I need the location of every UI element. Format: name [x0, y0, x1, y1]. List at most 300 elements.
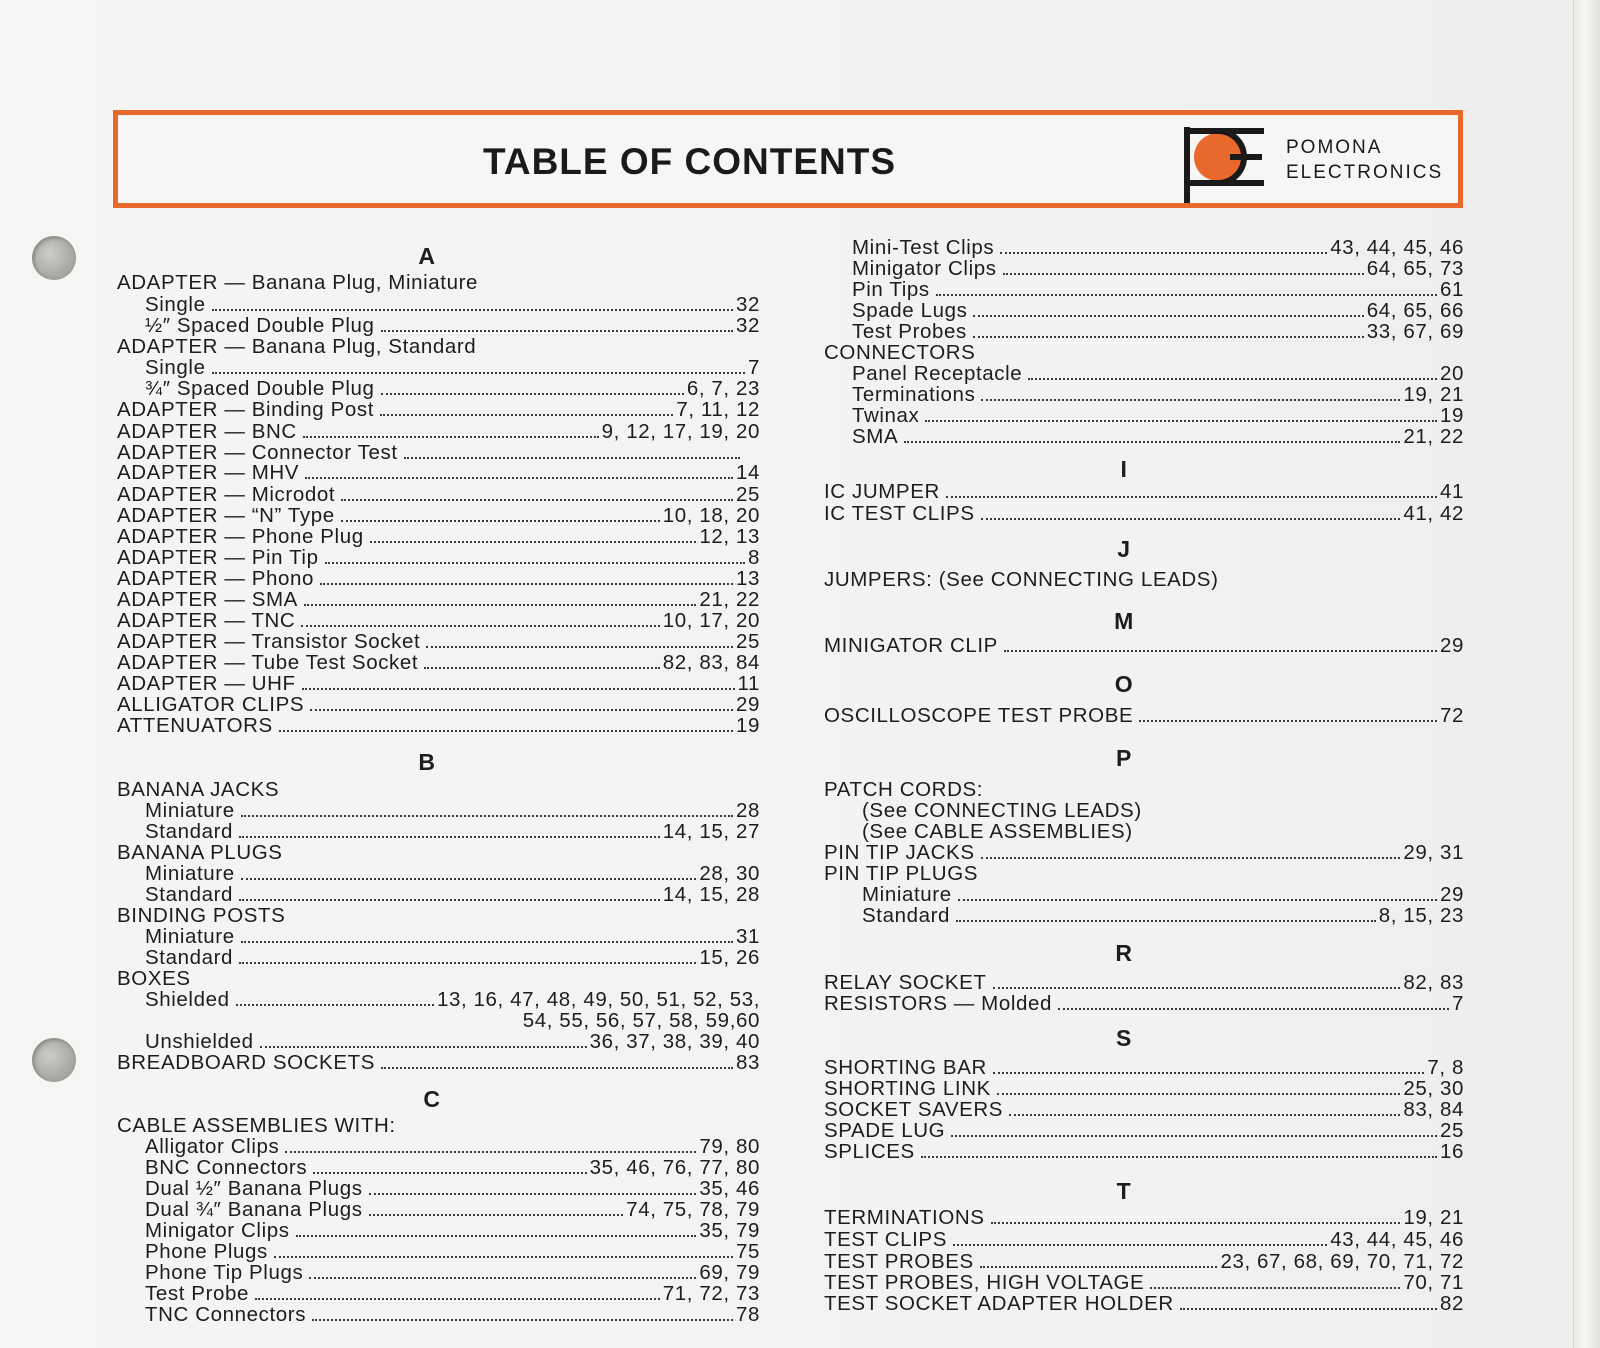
right-toc-entry [824, 481, 1464, 503]
dot-leader [239, 899, 660, 901]
left-toc-entry [117, 589, 760, 611]
entry-page-numbers: 11 [737, 672, 760, 695]
dot-leader [302, 688, 735, 690]
dot-leader [973, 336, 1364, 338]
right-toc-entry [824, 705, 1464, 727]
right-section-letter: T [1116, 1178, 1132, 1204]
dot-leader [381, 330, 733, 332]
binder-hole-top [32, 236, 76, 280]
entry-page-numbers: 20 [1439, 362, 1464, 385]
entry-page-numbers: 61 [1439, 278, 1464, 301]
entry-page-numbers: 29 [735, 693, 760, 716]
right-toc-entry [824, 635, 1464, 657]
left-toc-entry [117, 989, 760, 1011]
entry-label: Alligator Clips [145, 1135, 280, 1158]
left-toc-entry [117, 1220, 760, 1242]
left-toc-entry [117, 357, 760, 379]
dot-leader [325, 562, 745, 564]
entry-label: BNC Connectors [145, 1156, 308, 1179]
dot-leader [239, 836, 660, 838]
right-toc-entry [824, 426, 1464, 448]
right-toc-entry [824, 279, 1464, 301]
right-toc-entry [824, 1229, 1464, 1251]
dot-leader [404, 457, 740, 459]
entry-label: ADAPTER — BNC [117, 420, 297, 443]
entry-label: ½″ Spaced Double Plug [145, 314, 375, 337]
right-toc-entry [824, 1057, 1464, 1079]
entry-page-numbers: 74, 75, 78, 79 [626, 1198, 760, 1221]
entry-label: Miniature [145, 799, 235, 822]
right-section-letter: I [1120, 456, 1128, 482]
entry-label: ADAPTER — Microdot [117, 483, 336, 506]
entry-page-numbers: 7 [747, 356, 760, 379]
entry-page-numbers: 6, 7, 23 [686, 377, 760, 400]
right-toc-entry [824, 993, 1464, 1015]
entry-label: Standard [145, 946, 234, 969]
entry-label: ADAPTER — MHV [117, 461, 300, 484]
entry-label: Test Probe [145, 1282, 249, 1305]
left-toc-entry [117, 842, 760, 864]
dot-leader [381, 1067, 733, 1069]
dot-leader [1028, 378, 1437, 380]
dot-leader [956, 920, 1376, 922]
left-toc-entry [117, 1157, 760, 1179]
dot-leader [1004, 650, 1437, 652]
entry-page-numbers: 28 [735, 799, 760, 822]
dot-leader [953, 1244, 1327, 1246]
pomona-pe-logo-icon [1184, 121, 1268, 203]
entry-label: ADAPTER — Transistor Socket [117, 630, 421, 653]
left-toc-entry [117, 631, 760, 653]
right-toc-entry [824, 905, 1464, 927]
right-toc-entry [824, 1251, 1464, 1273]
dot-leader [1003, 273, 1364, 275]
entry-page-numbers: 14 [735, 461, 760, 484]
entry-label: TERMINATIONS [824, 1206, 985, 1229]
dot-leader [285, 1151, 696, 1153]
entry-label: ATTENUATORS [117, 714, 273, 737]
right-toc-entry [824, 321, 1464, 343]
entry-label: BANANA PLUGS [117, 841, 283, 864]
dot-leader [904, 441, 1400, 443]
entry-label: ADAPTER — Banana Plug, Miniature [117, 271, 479, 294]
entry-page-numbers: 19 [1439, 404, 1464, 427]
entry-page-numbers: 41 [1439, 480, 1464, 503]
entry-page-numbers: 10, 17, 20 [662, 609, 760, 632]
dot-leader [320, 583, 733, 585]
dot-leader [241, 815, 733, 817]
left-toc-entry [117, 568, 760, 590]
left-toc-entry [117, 947, 760, 969]
dot-leader [260, 1046, 587, 1048]
entry-page-numbers: 36, 37, 38, 39, 40 [589, 1030, 760, 1053]
entry-label: Mini-Test Clips [852, 236, 995, 259]
entry-page-numbers: 8, 15, 23 [1378, 904, 1464, 927]
entry-label: BOXES [117, 967, 191, 990]
entry-page-numbers: 13, 16, 47, 48, 49, 50, 51, 52, 53, [436, 988, 760, 1011]
right-toc-entry [824, 863, 1464, 885]
entry-label: TEST CLIPS [824, 1228, 947, 1251]
binder-hole-bottom [32, 1038, 76, 1082]
entry-label: Dual ¾″ Banana Plugs [145, 1198, 363, 1221]
entry-label: SHORTING BAR [824, 1056, 987, 1079]
dot-leader [1150, 1287, 1400, 1289]
entry-page-numbers: 35, 46, 76, 77, 80 [589, 1156, 760, 1179]
left-toc-entry [117, 905, 760, 927]
entry-page-numbers: 19, 21 [1403, 1206, 1464, 1229]
entry-label: ADAPTER — SMA [117, 588, 298, 611]
dot-leader [239, 962, 696, 964]
entry-label: OSCILLOSCOPE TEST PROBE [824, 704, 1134, 727]
entry-label: Spade Lugs [852, 299, 968, 322]
entry-page-numbers: 12, 13 [699, 525, 760, 548]
dot-leader [936, 294, 1437, 296]
entry-label: Miniature [145, 925, 235, 948]
right-toc-entry [824, 300, 1464, 322]
entry-page-numbers: 41, 42 [1403, 502, 1464, 525]
right-section-letter: R [1115, 940, 1133, 966]
dot-leader [951, 1135, 1437, 1137]
entry-page-numbers: 28, 30 [699, 862, 760, 885]
entry-label: TNC Connectors [145, 1303, 307, 1326]
entry-page-numbers: 32 [735, 293, 760, 316]
left-toc-entry [117, 694, 760, 716]
left-toc-entry [117, 1304, 760, 1326]
entry-label: TEST SOCKET ADAPTER HOLDER [824, 1292, 1174, 1315]
entry-label: ADAPTER — Pin Tip [117, 546, 319, 569]
left-toc-entry [117, 1199, 760, 1221]
left-toc-entry [117, 926, 760, 948]
dot-leader [980, 1266, 1218, 1268]
dot-leader [341, 520, 660, 522]
left-toc-entry [117, 315, 760, 337]
entry-page-numbers: 82, 83, 84 [662, 651, 760, 674]
entry-label: (See CONNECTING LEADS) [862, 799, 1142, 822]
right-section-letter: M [1114, 608, 1134, 634]
dot-leader [212, 372, 745, 374]
entry-label: Shielded [145, 988, 230, 1011]
page-title: TABLE OF CONTENTS [483, 141, 897, 182]
right-toc-entry [824, 384, 1464, 406]
left-section-letter: A [418, 243, 436, 269]
left-toc-entry [117, 715, 760, 737]
dot-leader [236, 1004, 434, 1006]
right-section-letter: S [1116, 1025, 1132, 1051]
entry-page-numbers: 15, 26 [699, 946, 760, 969]
entry-label: BANANA JACKS [117, 778, 280, 801]
dot-leader [312, 1319, 733, 1321]
entry-page-numbers: 9, 12, 17, 19, 20 [601, 420, 760, 443]
left-toc-entry [117, 272, 760, 294]
dot-leader [305, 477, 733, 479]
left-toc-entry [117, 1031, 760, 1053]
dot-leader [255, 1298, 660, 1300]
left-toc-entry [117, 336, 760, 358]
entry-page-numbers: 13 [735, 567, 760, 590]
brand-name [1286, 135, 1443, 185]
entry-page-numbers: 7, 11, 12 [676, 398, 760, 421]
entry-page-numbers: 43, 44, 45, 46 [1330, 236, 1464, 259]
entry-page-numbers: 71, 72, 73 [662, 1282, 760, 1305]
entry-page-numbers: 16 [1439, 1140, 1464, 1163]
entry-label: ADAPTER — Binding Post [117, 398, 375, 421]
entry-label: JUMPERS: (See CONNECTING LEADS) [824, 568, 1219, 591]
dot-leader [973, 315, 1363, 317]
entry-label: Terminations [852, 383, 976, 406]
right-section-letter: P [1116, 745, 1132, 771]
dot-leader [993, 987, 1401, 989]
right-section-letter: O [1114, 671, 1134, 697]
entry-page-numbers: 31 [735, 925, 760, 948]
dot-leader [241, 941, 733, 943]
entry-label: (See CABLE ASSEMBLIES) [862, 820, 1133, 843]
right-toc-entry [824, 1120, 1464, 1142]
entry-page-numbers: 35, 79 [699, 1219, 760, 1242]
right-toc-entry [824, 237, 1464, 259]
entry-label: Minigator Clips [852, 257, 997, 280]
left-toc-entry [117, 821, 760, 843]
dot-leader [1139, 720, 1437, 722]
entry-label: ADAPTER — Phono [117, 567, 314, 590]
dot-leader [369, 1214, 624, 1216]
left-toc-entry [117, 1241, 760, 1263]
entry-label: Miniature [145, 862, 235, 885]
entry-label: Unshielded [145, 1030, 254, 1053]
dot-leader [380, 414, 673, 416]
entry-page-numbers: 69, 79 [699, 1261, 760, 1284]
header-banner [113, 110, 1463, 208]
entry-label: Standard [862, 904, 951, 927]
entry-page-numbers: 23, 67, 68, 69, 70, 71, 72 [1220, 1250, 1464, 1273]
entry-label: Pin Tips [852, 278, 930, 301]
left-toc-entry [117, 399, 760, 421]
entry-label: Minigator Clips [145, 1219, 290, 1242]
entry-page-numbers: 14, 15, 28 [662, 883, 760, 906]
entry-page-numbers: 25 [735, 483, 760, 506]
entry-page-numbers: 75 [735, 1240, 760, 1263]
left-toc-entry [117, 294, 760, 316]
entry-label: Panel Receptacle [852, 362, 1023, 385]
left-toc-entry [117, 547, 760, 569]
entry-label: BREADBOARD SOCKETS [117, 1051, 375, 1074]
entry-page-numbers: 7, 8 [1427, 1056, 1464, 1079]
entry-page-numbers: 78 [735, 1303, 760, 1326]
right-toc-entry [824, 800, 1464, 822]
entry-page-numbers: 19, 21 [1403, 383, 1464, 406]
entry-label: RELAY SOCKET [824, 971, 987, 994]
entry-label: ALLIGATOR CLIPS [117, 693, 305, 716]
dot-leader [370, 541, 697, 543]
entry-label: TEST PROBES [824, 1250, 974, 1273]
left-toc-entry [117, 673, 760, 695]
left-toc-entry [117, 652, 760, 674]
dot-leader [1009, 1114, 1400, 1116]
left-toc-entry [117, 863, 760, 885]
entry-label: ¾″ Spaced Double Plug [145, 377, 375, 400]
entry-page-numbers: 8 [747, 546, 760, 569]
entry-label: IC TEST CLIPS [824, 502, 975, 525]
entry-page-numbers: 29, 31 [1403, 841, 1464, 864]
entry-page-numbers: 64, 65, 73 [1366, 257, 1464, 280]
left-toc-entry [117, 462, 760, 484]
entry-label: PIN TIP JACKS [824, 841, 975, 864]
right-toc-entry [824, 1078, 1464, 1100]
right-toc-entry [824, 1207, 1464, 1229]
entry-label: ADAPTER — Tube Test Socket [117, 651, 419, 674]
right-section-letter: J [1117, 536, 1131, 562]
left-section-letter: B [418, 749, 436, 775]
left-toc-entry [117, 526, 760, 548]
entry-page-numbers: 82, 83 [1403, 971, 1464, 994]
left-toc-entry [117, 610, 760, 632]
dot-leader [981, 399, 1400, 401]
dot-leader [303, 436, 599, 438]
dot-leader [296, 1235, 697, 1237]
left-toc-entry [117, 884, 760, 906]
left-toc-entry [117, 1283, 760, 1305]
entry-label: Miniature [862, 883, 952, 906]
right-toc-entry [824, 1272, 1464, 1294]
entry-label: Phone Plugs [145, 1240, 268, 1263]
dot-leader [981, 857, 1401, 859]
left-toc-entry [117, 1136, 760, 1158]
entry-page-numbers: 7 [1451, 992, 1464, 1015]
left-toc-entry [117, 421, 760, 443]
entry-label: ADAPTER — Connector Test [117, 441, 398, 464]
entry-page-numbers: 33, 67, 69 [1366, 320, 1464, 343]
dot-leader [212, 309, 733, 311]
entry-page-numbers: 19 [735, 714, 760, 737]
entry-label: Phone Tip Plugs [145, 1261, 304, 1284]
entry-label: ADAPTER — UHF [117, 672, 296, 695]
entry-label: ADAPTER — Phone Plug [117, 525, 364, 548]
entry-page-numbers: 29 [1439, 883, 1464, 906]
entry-label: Dual ½″ Banana Plugs [145, 1177, 363, 1200]
entry-page-numbers: 32 [735, 314, 760, 337]
entry-page-numbers: 70, 71 [1403, 1271, 1464, 1294]
right-toc-entry [824, 258, 1464, 280]
dot-leader [301, 625, 660, 627]
right-toc-entry [824, 1099, 1464, 1121]
entry-page-numbers: 25, 30 [1403, 1077, 1464, 1100]
right-toc-entry [824, 405, 1464, 427]
dot-leader [309, 1277, 696, 1279]
entry-label: PATCH CORDS: [824, 778, 984, 801]
dot-leader [997, 1093, 1400, 1095]
entry-label: Twinax [852, 404, 920, 427]
entry-page-numbers: 82 [1439, 1292, 1464, 1315]
entry-page-numbers: 72 [1439, 704, 1464, 727]
entry-page-numbers: 64, 65, 66 [1366, 299, 1464, 322]
entry-label: IC JUMPER [824, 480, 940, 503]
left-toc-entry [117, 1052, 760, 1074]
dot-leader [921, 1156, 1437, 1158]
right-toc-entry [824, 972, 1464, 994]
page-edge [1573, 0, 1600, 1348]
dot-leader [274, 1256, 733, 1258]
right-toc-entry [824, 779, 1464, 801]
entry-label: Single [145, 293, 206, 316]
entry-page-numbers: 83 [735, 1051, 760, 1074]
left-toc-entry [117, 378, 760, 400]
entry-page-numbers: 21, 22 [1403, 425, 1464, 448]
brand-line-1: POMONA [1286, 137, 1383, 158]
entry-page-numbers: 79, 80 [699, 1135, 760, 1158]
left-toc-entry [117, 1262, 760, 1284]
entry-page-numbers: 10, 18, 20 [662, 504, 760, 527]
dot-leader [426, 646, 733, 648]
entry-label: RESISTORS — Molded [824, 992, 1053, 1015]
dot-leader [341, 499, 733, 501]
dot-leader [381, 393, 684, 395]
entry-page-numbers: 25 [735, 630, 760, 653]
left-toc-entry [117, 1010, 760, 1032]
dot-leader [958, 899, 1437, 901]
right-toc-entry [824, 342, 1464, 364]
dot-leader [369, 1193, 697, 1195]
right-toc-entry [824, 363, 1464, 385]
dot-leader [304, 604, 696, 606]
dot-leader [1180, 1308, 1437, 1310]
entry-label: CONNECTORS [824, 341, 976, 364]
dot-leader [1058, 1008, 1449, 1010]
entry-label: BINDING POSTS [117, 904, 286, 927]
dot-leader [313, 1172, 586, 1174]
left-toc-entry [117, 1115, 760, 1137]
dot-leader [1000, 252, 1327, 254]
entry-label: Test Probes [852, 320, 967, 343]
dot-leader [279, 730, 733, 732]
right-toc-entry [824, 842, 1464, 864]
left-toc-entry [117, 1178, 760, 1200]
entry-label: ADAPTER — “N” Type [117, 504, 335, 527]
entry-label: SHORTING LINK [824, 1077, 991, 1100]
right-toc-entry [824, 821, 1464, 843]
entry-page-numbers: 54, 55, 56, 57, 58, 59,60 [522, 1009, 760, 1032]
dot-leader [310, 709, 733, 711]
right-toc-entry [824, 1293, 1464, 1315]
entry-label: CABLE ASSEMBLIES WITH: [117, 1114, 396, 1137]
left-toc-entry [117, 968, 760, 990]
entry-page-numbers: 43, 44, 45, 46 [1330, 1228, 1464, 1251]
entry-label: Standard [145, 820, 234, 843]
left-section-letter: C [423, 1086, 441, 1112]
entry-label: MINIGATOR CLIP [824, 634, 998, 657]
right-toc-entry [824, 884, 1464, 906]
entry-label: Standard [145, 883, 234, 906]
dot-leader [981, 518, 1401, 520]
entry-page-numbers: 14, 15, 27 [662, 820, 760, 843]
left-toc-entry [117, 484, 760, 506]
entry-label: TEST PROBES, HIGH VOLTAGE [824, 1271, 1145, 1294]
left-toc-entry [117, 800, 760, 822]
dot-leader [993, 1072, 1425, 1074]
entry-label: ADAPTER — TNC [117, 609, 296, 632]
entry-page-numbers: 21, 22 [699, 588, 760, 611]
entry-page-numbers: 83, 84 [1403, 1098, 1464, 1121]
dot-leader [424, 667, 660, 669]
entry-label: Single [145, 356, 206, 379]
entry-label: SMA [852, 425, 899, 448]
brand-line-2: ELECTRONICS [1286, 162, 1444, 183]
dot-leader [925, 420, 1437, 422]
dot-leader [946, 496, 1437, 498]
right-toc-entry [824, 569, 1464, 591]
right-toc-entry [824, 503, 1464, 525]
left-toc-entry [117, 505, 760, 527]
entry-label: SOCKET SAVERS [824, 1098, 1004, 1121]
dot-leader [991, 1222, 1401, 1224]
